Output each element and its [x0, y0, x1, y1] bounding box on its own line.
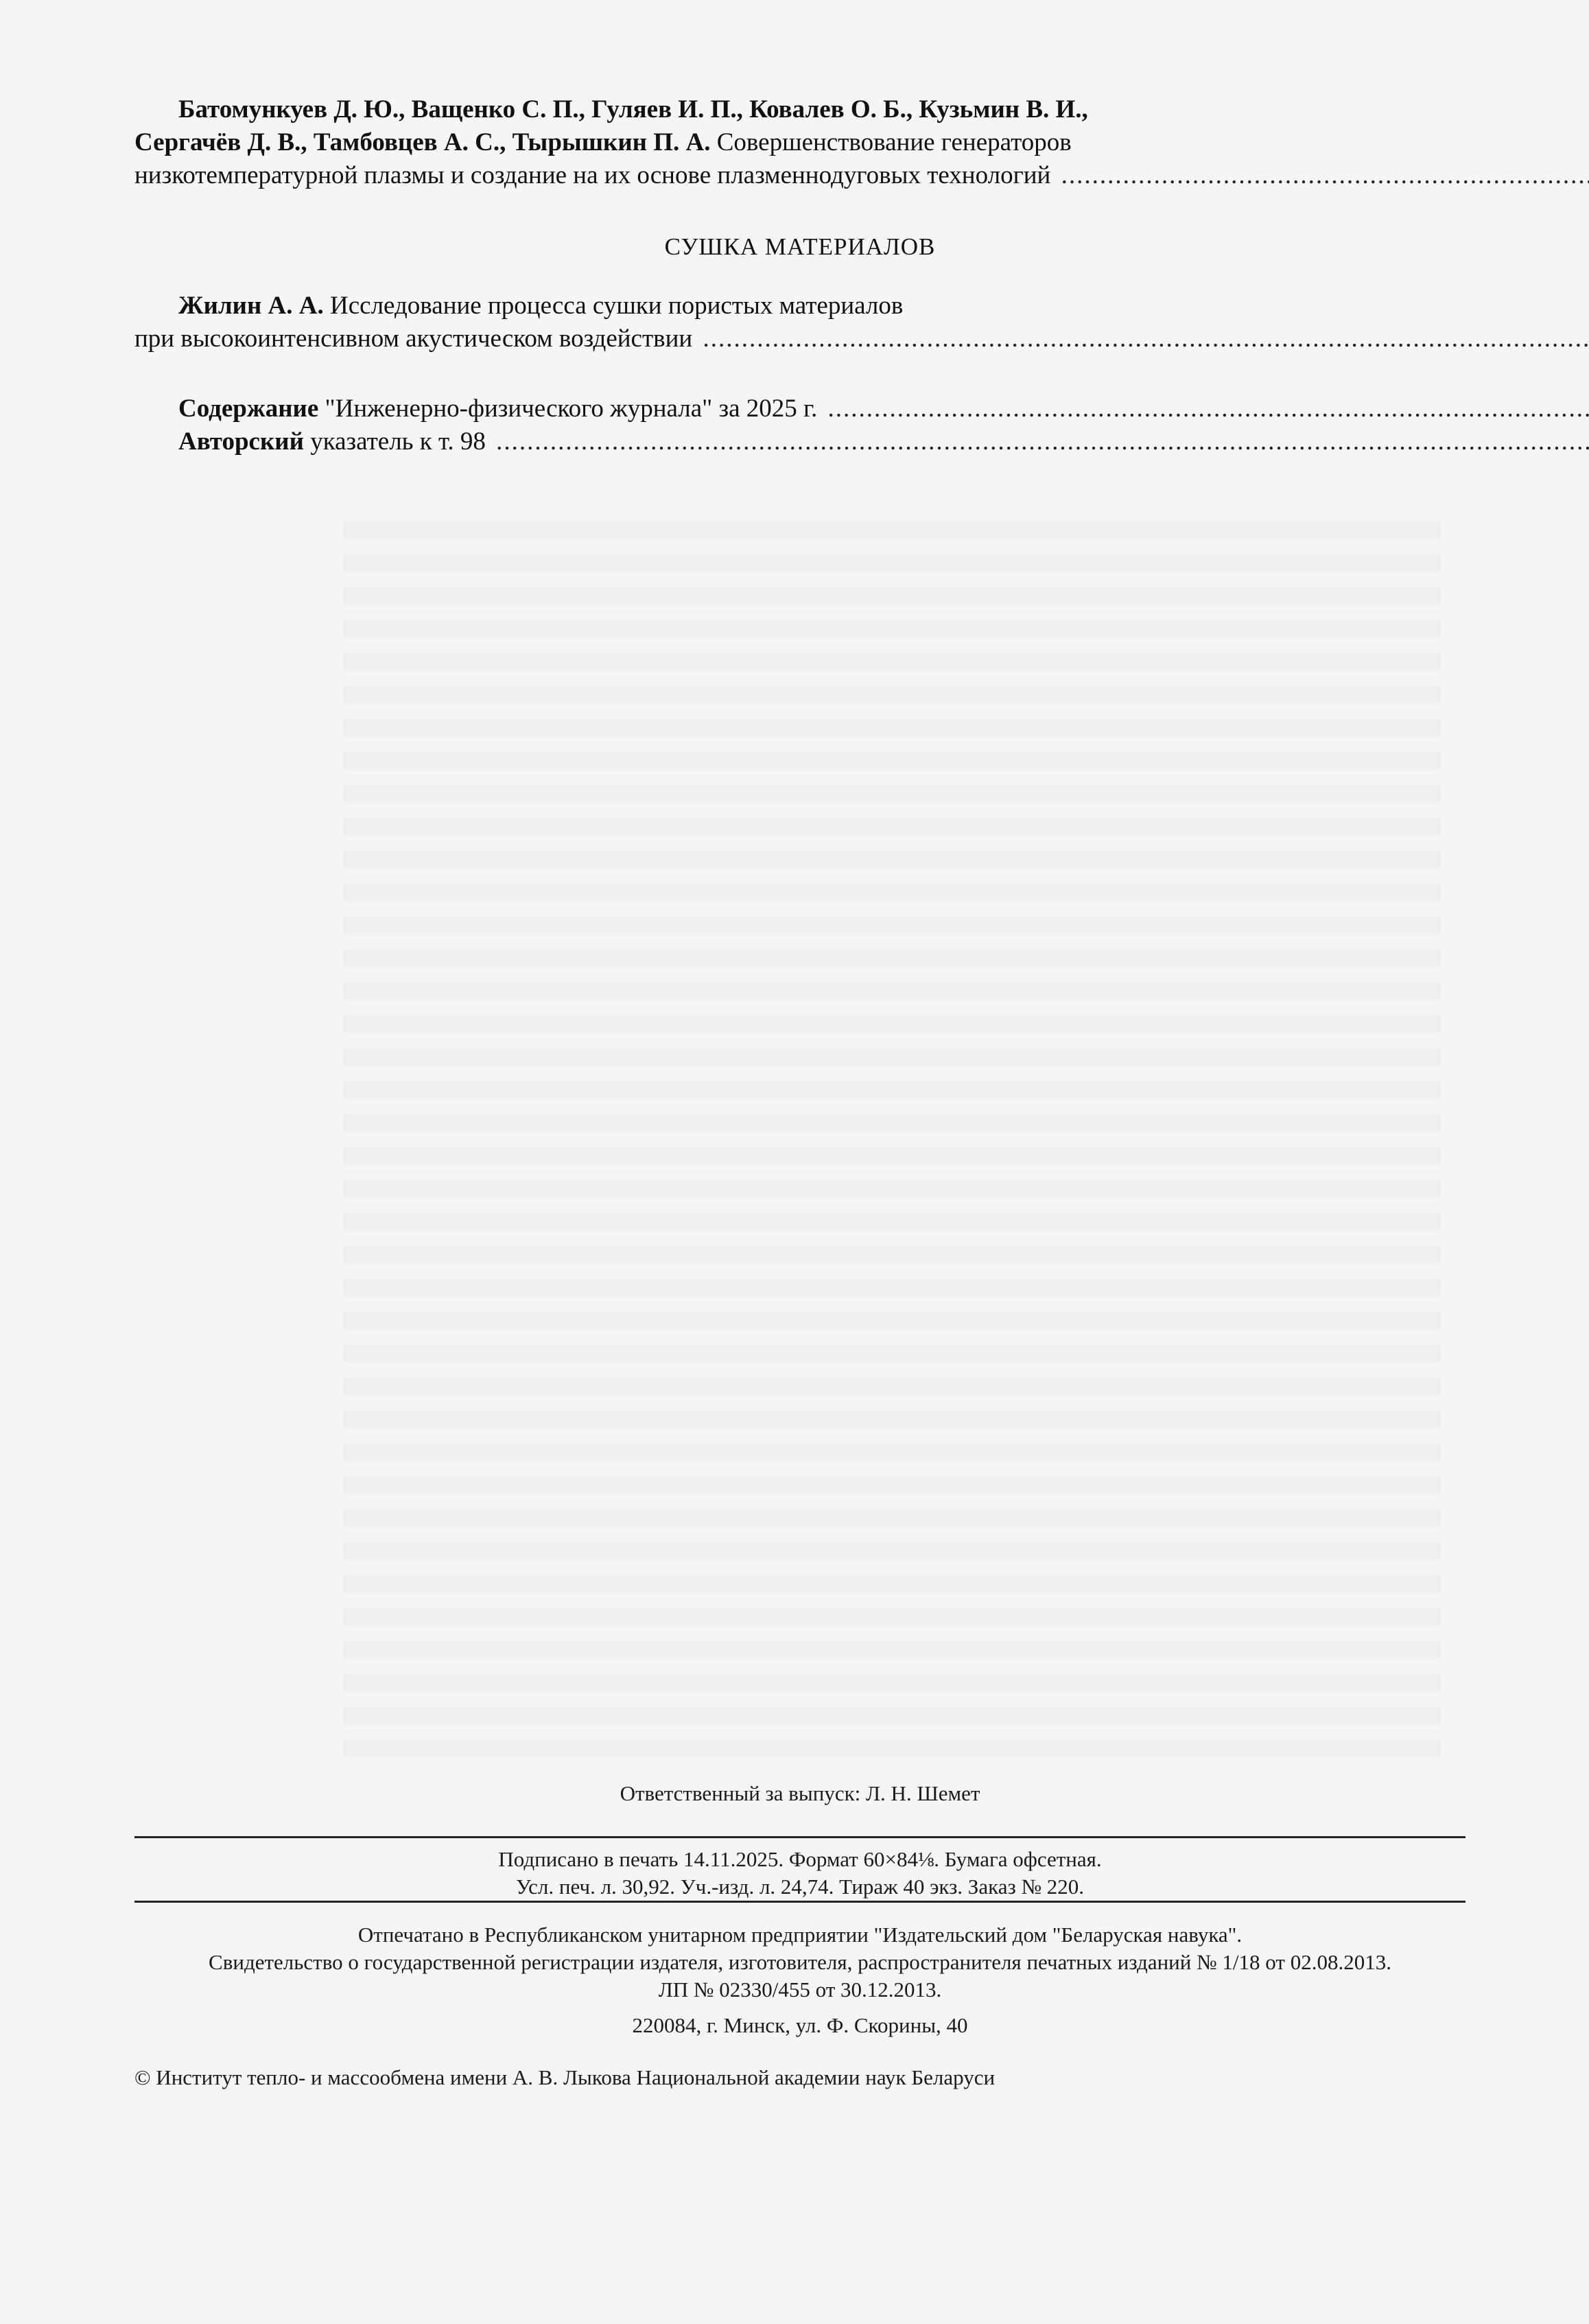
entry-authors: Сергачёв Д. В., Тамбовцев А. С., Тырышкин П. А. — [134, 128, 711, 156]
dot-leader — [828, 395, 1589, 423]
printed-line-1: Отпечатано в Республиканском унитарном предприятии "Издательский дом "Беларуская навука". — [357, 1923, 1243, 1947]
divider-bottom — [134, 1901, 1466, 1903]
divider-top — [134, 1836, 1466, 1838]
dot-leader — [1061, 161, 1589, 189]
printed-line-3: ЛП № 02330/455 от 30.12.2013. — [658, 1977, 942, 2002]
entry-title: низкотемпературной плазмы и создание на их основе плазменнодуговых технологий — [134, 161, 1051, 189]
signed-line-1: Подписано в печать 14.11.2025. Формат 60×84⅛. Бумага офсетная. — [498, 1847, 1102, 1871]
entry-authors: Жилин А. А. — [178, 292, 324, 320]
signed-line-2: Усл. печ. л. 30,92. Уч.-изд. л. 24,74. Тираж 40 экз. Заказ № 220. — [515, 1875, 1085, 1899]
signed-to-print — [134, 1846, 1466, 1901]
section-heading: СУШКА МАТЕРИАЛОВ — [664, 233, 936, 260]
printed-line-2: Свидетельство о государственной регистрации издателя, изготовителя, распространителя печатных изданий № 1/18 от 02.08.2013. — [209, 1950, 1391, 1974]
toc-entry-contents — [134, 392, 1466, 458]
entry-title: указатель к т. 98 — [310, 427, 486, 456]
entry-title: Исследование процесса сушки пористых материалов — [330, 292, 904, 320]
printing-info — [134, 1921, 1466, 2004]
entry-authors: Батомункуев Д. Ю., Ващенко С. П., Гуляев И. П., Ковалев О. Б., Кузьмин В. И., — [178, 95, 1088, 124]
entry-label-bold: Авторский — [178, 427, 304, 456]
dot-leader — [703, 325, 1589, 353]
publisher-address: 220084, г. Минск, ул. Ф. Скорины, 40 — [632, 2013, 968, 2037]
toc-entry-plasma — [134, 93, 1466, 192]
toc-entry-drying — [134, 290, 1466, 355]
show-through-texture — [343, 521, 1441, 1757]
dot-leader — [496, 427, 1589, 456]
responsible-editor: Ответственный за выпуск: Л. Н. Шемет — [620, 1781, 980, 1805]
copyright-notice: © Институт тепло- и массообмена имени А. В. Лыкова Национальной академии наук Беларуси — [134, 2065, 996, 2089]
entry-label-bold: Содержание — [178, 395, 319, 423]
entry-title: Совершенствование генераторов — [716, 128, 1072, 156]
toc-entry-author-index — [134, 425, 1466, 458]
entry-title: "Инженерно-физического журнала" за 2025 г. — [325, 395, 818, 423]
entry-title: при высокоинтенсивном акустическом воздействии — [134, 325, 693, 353]
